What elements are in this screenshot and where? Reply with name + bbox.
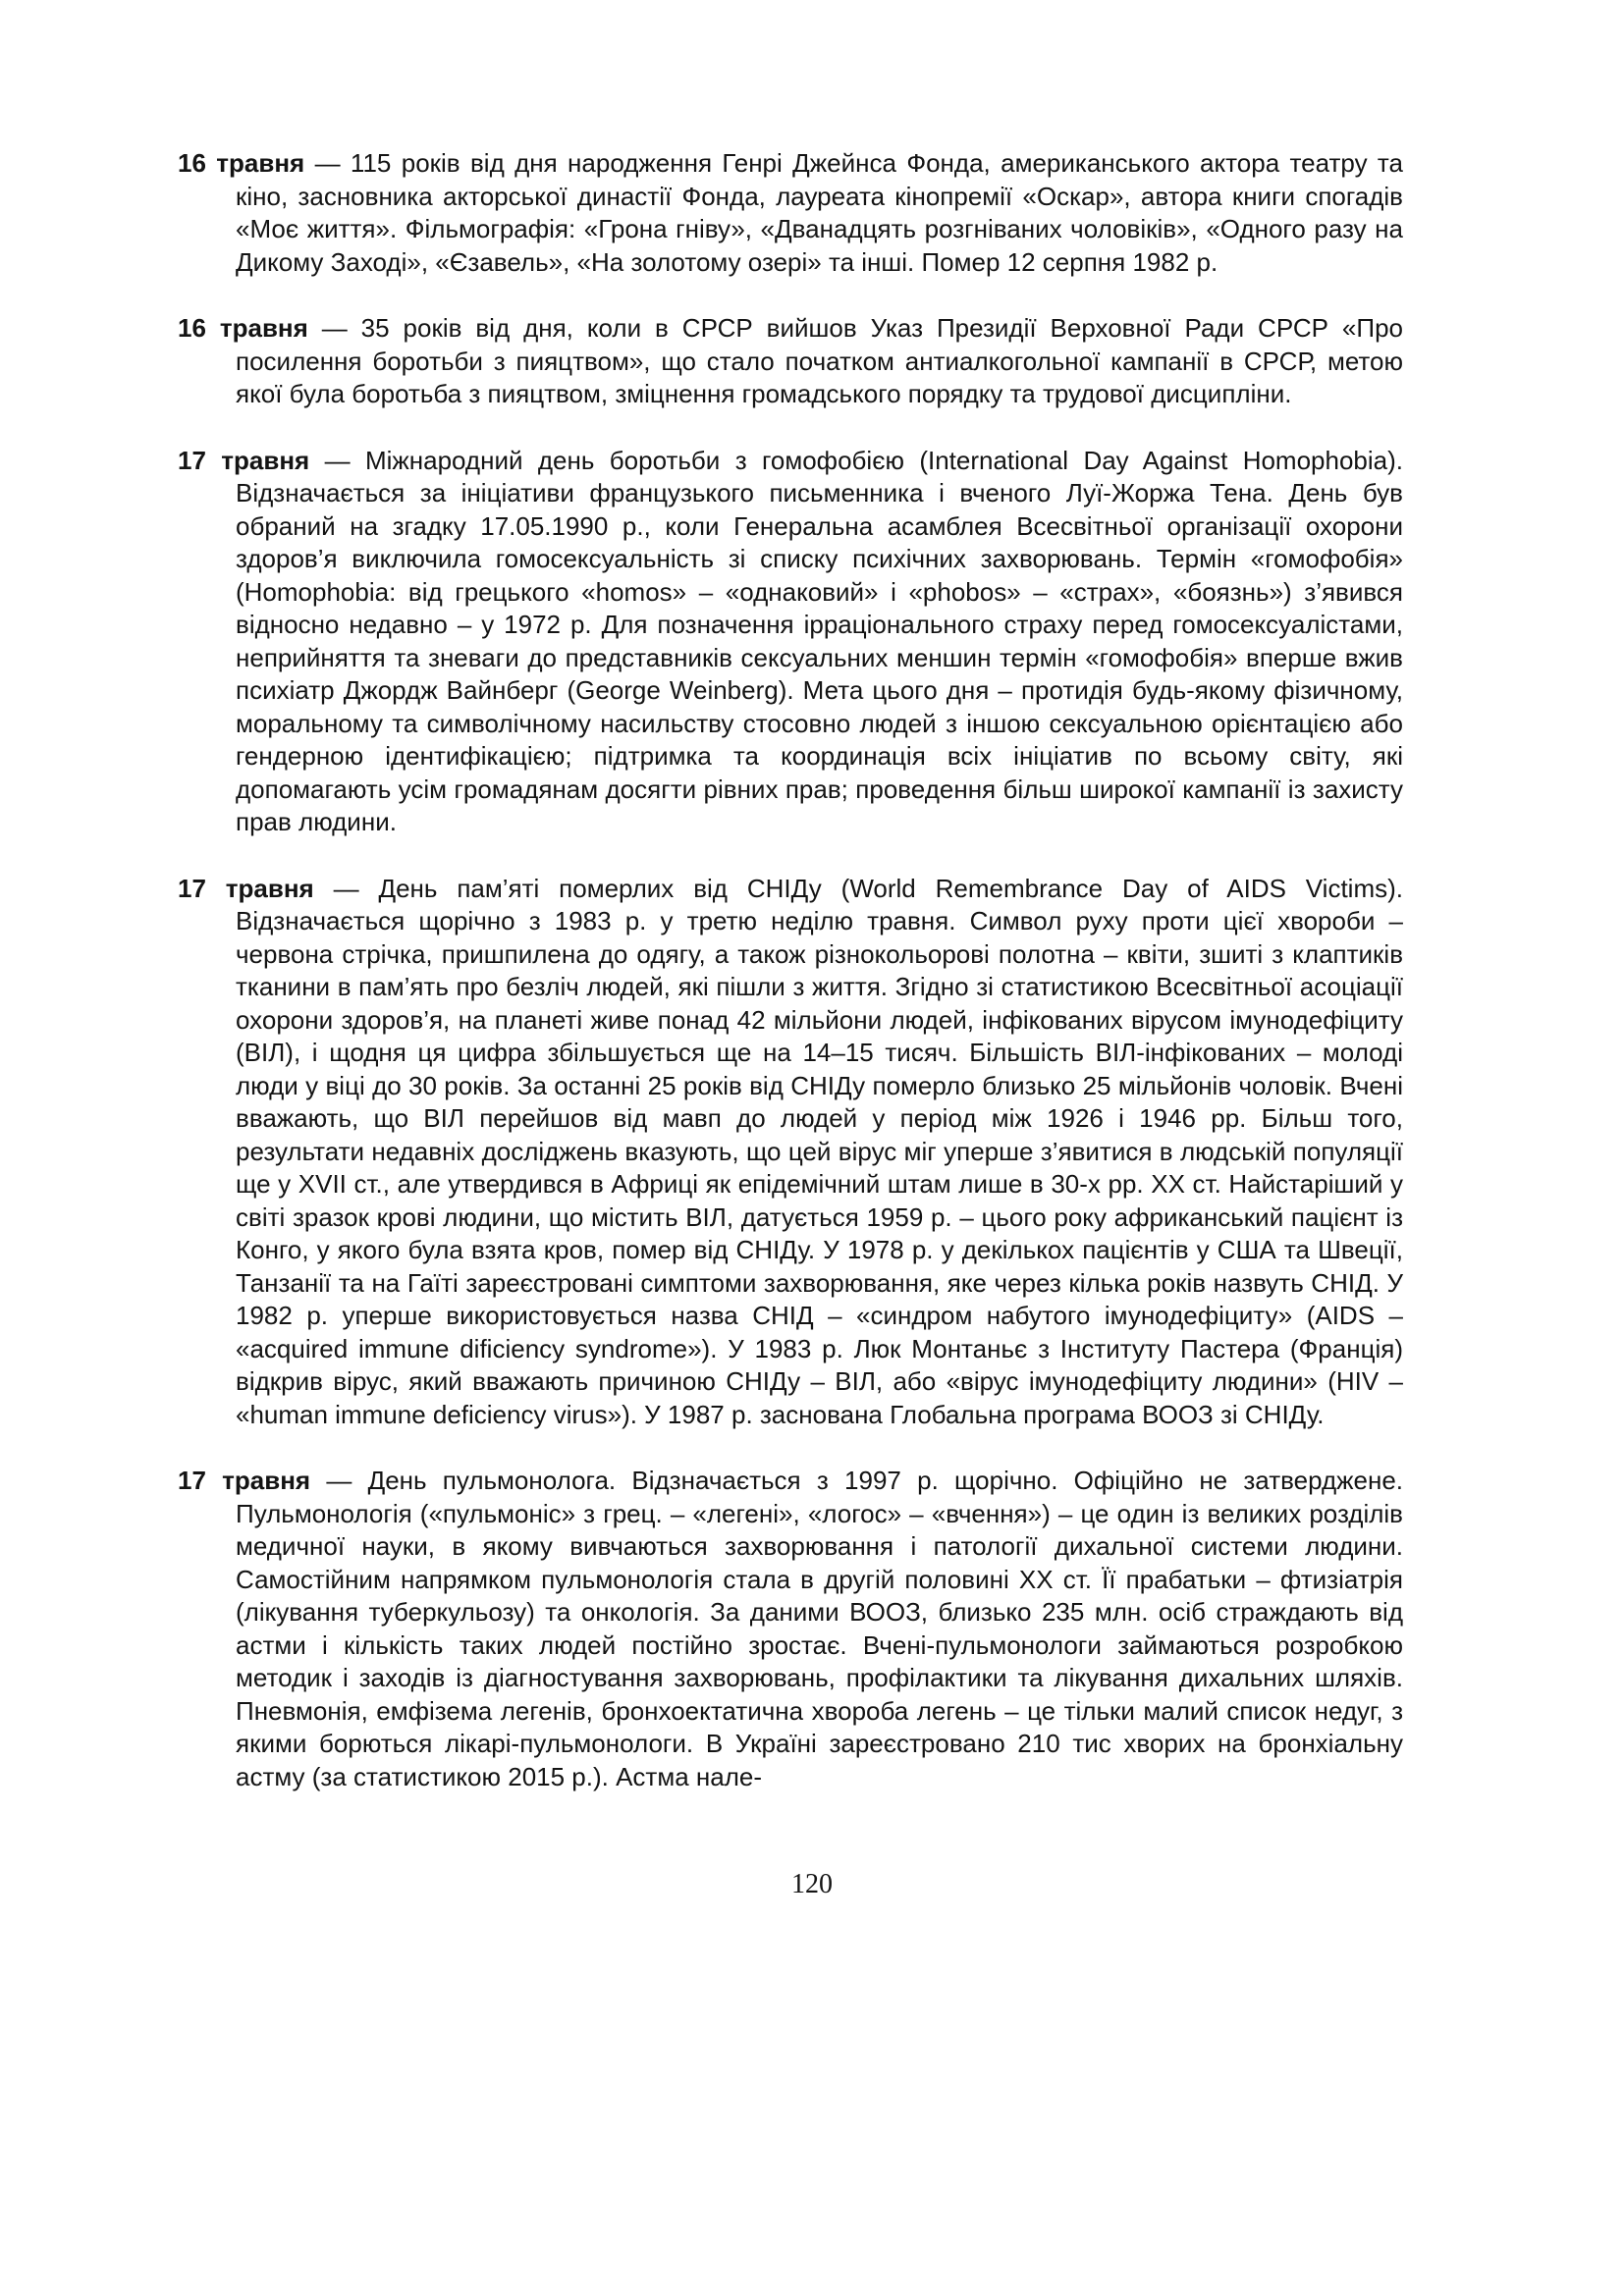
calendar-entry [178, 312, 1403, 411]
entry-text: — 35 років від дня, коли в СРСР вийшов Указ Президії Верховної Ради СРСР «Про посилення боротьби з пияцтвом», що стало початком антиалкогольної кампанії в СРСР, метою якої була боротьба з пияцтвом, зміцнення громадського порядку та трудової дисципліни. [236, 313, 1403, 408]
entry-date: 17 травня [178, 445, 310, 475]
entry-text: — День пульмонолога. Відзначається з 1997 р. щорічно. Офіційно не затверджене. Пульмонологія («пульмоніс» з грец. – «легені», «логос» – «вчення») – це один із великих розділів медичної науки, в якому вивчаються захворювання і патології дихальної системи людини. Самостійним напрямком пульмонологія стала в другій половині XX ст. Її прабатьки – фтизіатрія (лікування туберкульозу) та онкологія. За даними ВООЗ, близько 235 млн. осіб страждають від астми і кількість таких людей постійно зростає. Вчені-пульмонологи займаються розробкою методик і заходів із діагностування захворювань, профілактики та лікування дихальних шляхів. Пневмонія, емфізема легенів, бронхоектатична хвороба легень – це тільки малий список недуг, з якими борються лікарі-пульмонологи. В Україні зареєстровано 210 тис хворих на бронхіальну астму (за статистикою 2015 р.). Астма нале- [236, 1466, 1404, 1791]
entry-text: — День пам’яті померлих від СНІДу (World Remembrance Day of AIDS Victims). Відзначається щорічно з 1983 р. у третю неділю травня. Символ руху проти цієї хвороби – червона стрічка, пришпилена до одягу, а також різнокольорові полотна – квіти, зшиті з клаптиків тканини в пам’ять про безліч людей, які пішли з життя. Згідно зі статистикою Всесвітньої асоціації охорони здоров’я, на планеті живе понад 42 мільйони людей, інфікованих вірусом імунодефіциту (ВІЛ), і щодня ця цифра збільшується ще на 14–15 тисяч. Більшість ВІЛ-інфікованих – молоді люди у віці до 30 років. За останні 25 років від СНІДу померло близько 25 мільйонів чоловік. Вчені вважають, що ВІЛ перейшов від мавп до людей у період між 1926 і 1946 рр. Більш того, результати недавніх досліджень вказують, що цей вірус міг уперше з’явитися в людській популяції ще у XVII ст., але утвердився в Африці як епідемічний штам лише в 30-х рр. XX ст. Найстаріший у світі зразок крові людини, що містить ВІЛ, датується 1959 р. – цього року африканський пацієнт із Конго, у якого була взята кров, помер від СНІДу. У 1978 р. у декількох пацієнтів у США та Швеції, Танзанії та на Гаїті зареєстровані симптоми захворювання, яке через кілька років назвуть СНІД. У 1982 р. уперше використовується назва СНІД – «синдром набутого імунодефіциту» (AIDS – «acquired immune dificiency syndrome»). У 1983 р. Люк Монтаньє з Інституту Пастера (Франція) відкрив вірус, який вважають причиною СНІДу – ВІЛ, або «вірус імунодефіциту людини» (HIV – «human immune deficiency virus»). У 1987 р. заснована Глобальна програма ВООЗ зі СНІДу. [236, 873, 1403, 1429]
entry-date: 16 травня [178, 313, 308, 343]
calendar-entry [178, 147, 1403, 279]
calendar-entry [178, 445, 1403, 839]
calendar-entry [178, 873, 1403, 1432]
page-number: 120 [791, 1869, 833, 1899]
entry-text: — 115 років від дня народження Генрі Джейнса Фонда, американського актора театру та кіно, засновника акторської династії Фонда, лауреата кінопремії «Оскар», автора книги спогадів «Моє життя». Фільмографія: «Грона гніву», «Дванадцять розгніваних чоловіків», «Одного разу на Дикому Заході», «Єзавель», «На золотому озері» та інші. Помер 12 серпня 1982 р. [236, 148, 1404, 277]
entry-date: 17 травня [178, 1466, 311, 1495]
calendar-entry [178, 1465, 1403, 1793]
page-content [178, 147, 1403, 1827]
entry-date: 17 травня [178, 873, 314, 903]
entry-date: 16 травня [178, 148, 305, 178]
entry-text: — Міжнародний день боротьби з гомофобією (International Day Against Homophobia). Відзначається за ініціативи французького письменника і вченого Луї-Жоржа Тена. День був обраний на згадку 17.05.1990 р., коли Генеральна асамблея Всесвітньої організації охорони здоров’я виключила гомосексуальність зі списку психічних захворювань. Термін «гомофобія» (Homophobia: від грецького «homos» – «однаковий» і «phobos» – «страх», «боязнь») з’явився відносно недавно – у 1972 р. Для позначення ірраціонального страху перед гомосексуалістами, неприйняття та зневаги до представників сексуальних меншин термін «гомофобія» вперше вжив психіатр Джордж Вайнберг (George Weinberg). Мета цього дня – протидія будь-якому фізичному, моральному та символічному насильству стосовно людей з іншою сексуальною орієнтацією або гендерною ідентифікацією; підтримка та координація всіх ініціатив по всьому світу, які допомагають усім громадянам досягти рівних прав; проведення більш широкої кампанії із захисту прав людини. [236, 445, 1404, 836]
